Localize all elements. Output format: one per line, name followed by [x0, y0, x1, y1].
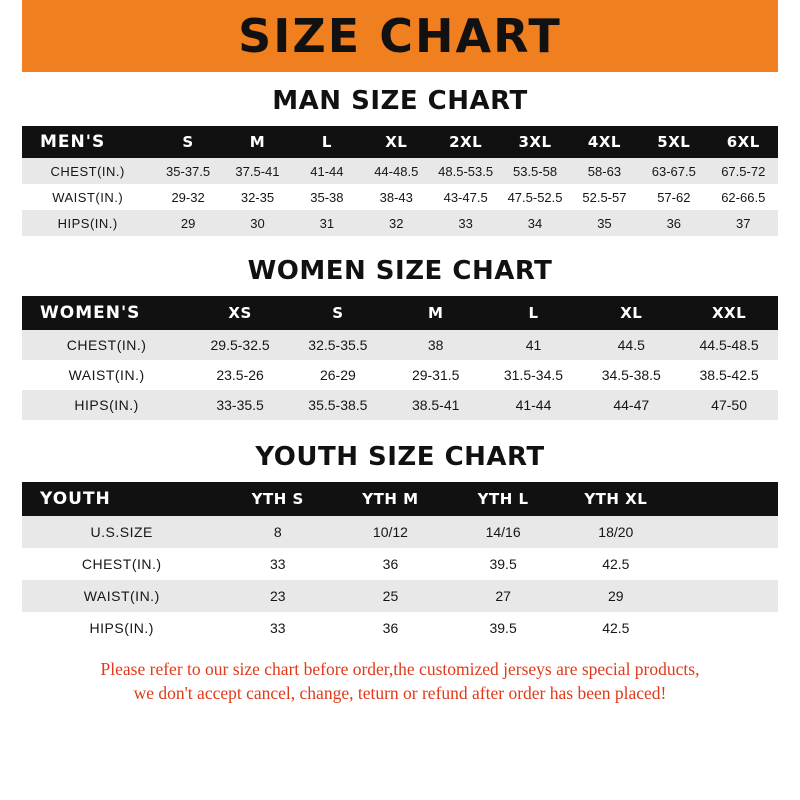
table-women-col-5: XXL — [711, 304, 747, 322]
row-label-waist: WAIST(IN.) — [68, 367, 145, 383]
cell: 41-44 — [310, 163, 344, 179]
table-row — [22, 482, 778, 516]
cell: 67.5-72 — [721, 163, 766, 179]
footer-note — [22, 658, 778, 705]
cell: 42.5 — [602, 556, 630, 572]
table-row — [22, 516, 778, 548]
table-man — [22, 126, 778, 236]
table-row — [22, 126, 778, 158]
cell-spacer — [672, 612, 778, 644]
cell-spacer — [672, 548, 778, 580]
table-youth-col-2: YTH L — [477, 490, 529, 508]
cell: 29.5-32.5 — [210, 337, 270, 353]
banner-right-edge — [778, 0, 800, 72]
cell-spacer — [672, 580, 778, 612]
cell: 27 — [495, 588, 511, 604]
cell: 37 — [736, 215, 751, 231]
table-man-col-4: 2XL — [449, 133, 483, 151]
cell: 34.5-38.5 — [601, 367, 661, 383]
table-women — [22, 296, 778, 420]
table-row — [22, 184, 778, 210]
cell: 63-67.5 — [651, 163, 696, 179]
cell: 36 — [382, 556, 399, 572]
cell: 29 — [180, 215, 196, 231]
cell: 29-31.5 — [411, 367, 460, 383]
cell: 10/12 — [372, 524, 408, 540]
cell: 36 — [666, 215, 682, 231]
row-label-hips: HIPS(IN.) — [74, 397, 139, 413]
section-women — [22, 256, 778, 420]
table-man-col-5: 3XL — [518, 133, 552, 151]
cell: 18/20 — [598, 524, 634, 540]
cell: 8 — [273, 524, 282, 540]
cell: 23.5-26 — [216, 367, 264, 383]
cell: 36 — [382, 620, 399, 636]
cell: 44-48.5 — [374, 163, 419, 179]
table-man-header-label: MEN'S — [40, 132, 106, 152]
cell: 38 — [427, 337, 444, 353]
row-label-chest: CHEST(IN.) — [66, 337, 147, 353]
row-label-hips: HIPS(IN.) — [57, 215, 118, 231]
cell: 44.5-48.5 — [699, 337, 759, 353]
table-row — [22, 296, 778, 330]
section-man — [22, 86, 778, 236]
cell: 26-29 — [319, 367, 356, 383]
table-row — [22, 612, 778, 644]
cell: 23 — [269, 588, 286, 604]
cell: 35.5-38.5 — [308, 397, 368, 413]
table-women-col-1: S — [332, 304, 344, 322]
cell: 57-62 — [657, 189, 691, 205]
table-row — [22, 210, 778, 236]
cell: 33 — [458, 215, 473, 231]
cell: 14/16 — [485, 524, 521, 540]
row-label-chest: CHEST(IN.) — [81, 556, 162, 572]
cell: 52.5-57 — [582, 189, 627, 205]
table-youth-col-0: YTH S — [251, 490, 304, 508]
cell: 38.5-42.5 — [699, 367, 759, 383]
table-women-col-4: XL — [620, 304, 643, 322]
section-title-women: WOMEN SIZE CHART — [247, 256, 553, 286]
section-title-man: MAN SIZE CHART — [272, 86, 528, 116]
cell: 29-32 — [171, 189, 205, 205]
cell: 47.5-52.5 — [507, 189, 563, 205]
table-women-body — [22, 330, 778, 420]
footer-note-line2: we don't accept cancel, change, teturn or refund after order has been placed! — [133, 682, 667, 703]
cell: 35-38 — [310, 189, 344, 205]
cell: 35-37.5 — [166, 163, 211, 179]
section-title-youth: YOUTH SIZE CHART — [255, 442, 545, 472]
cell: 41-44 — [515, 397, 552, 413]
cell: 42.5 — [602, 620, 630, 636]
table-man-col-1: M — [249, 133, 266, 151]
table-youth-header-label: YOUTH — [40, 489, 111, 509]
table-row — [22, 548, 778, 580]
table-man-head — [22, 126, 778, 158]
table-row — [22, 390, 778, 420]
section-youth — [22, 442, 778, 644]
table-man-col-7: 5XL — [657, 133, 691, 151]
table-youth-col-3: YTH XL — [584, 490, 648, 508]
table-women-col-0: XS — [228, 304, 252, 322]
table-man-body — [22, 158, 778, 236]
cell: 53.5-58 — [512, 163, 558, 179]
page-title: SIZE CHART — [238, 9, 562, 63]
cell: 32-35 — [240, 189, 275, 205]
row-label-waist: WAIST(IN.) — [83, 588, 160, 604]
cell: 41 — [525, 337, 542, 353]
table-youth-col-spacer — [672, 482, 778, 516]
table-row — [22, 330, 778, 360]
cell-spacer — [672, 516, 778, 548]
table-women-col-3: L — [528, 304, 539, 322]
table-youth — [22, 482, 778, 644]
table-man-col-2: L — [321, 133, 332, 151]
cell: 44.5 — [617, 337, 645, 353]
cell: 32 — [389, 215, 404, 231]
cell: 31 — [319, 215, 335, 231]
table-row — [22, 580, 778, 612]
cell: 44-47 — [613, 397, 650, 413]
chart-content — [0, 86, 800, 705]
row-label-ussize: U.S.SIZE — [90, 524, 153, 540]
cell: 35 — [597, 215, 612, 231]
cell: 33-35.5 — [216, 397, 264, 413]
footer-note-line1: Please refer to our size chart before order,the customized jerseys are special products, — [100, 659, 700, 679]
table-row — [22, 360, 778, 390]
cell: 38.5-41 — [411, 397, 460, 413]
cell: 33 — [269, 620, 286, 636]
row-label-waist: WAIST(IN.) — [52, 189, 124, 205]
banner-left-edge — [0, 0, 22, 72]
table-youth-col-1: YTH M — [362, 490, 419, 508]
cell: 43-47.5 — [443, 189, 488, 205]
table-man-col-6: 4XL — [587, 133, 621, 151]
cell: 33 — [269, 556, 286, 572]
cell: 32.5-35.5 — [308, 337, 368, 353]
table-man-col-0: S — [182, 133, 194, 151]
cell: 37.5-41 — [235, 163, 280, 179]
cell: 39.5 — [489, 620, 517, 636]
cell: 34 — [527, 215, 543, 231]
cell: 31.5-34.5 — [503, 367, 564, 383]
row-label-chest: CHEST(IN.) — [50, 163, 125, 179]
table-row — [22, 158, 778, 184]
cell: 38-43 — [379, 189, 413, 205]
cell: 48.5-53.5 — [438, 163, 494, 179]
cell: 30 — [250, 215, 265, 231]
table-youth-head — [22, 482, 778, 516]
table-women-col-2: M — [427, 304, 444, 322]
header-banner — [0, 0, 800, 72]
cell: 58-63 — [587, 163, 622, 179]
cell: 29 — [608, 588, 624, 604]
cell: 62-66.5 — [721, 189, 766, 205]
table-youth-body — [22, 516, 778, 644]
table-man-col-3: XL — [385, 133, 408, 151]
table-women-header-label: WOMEN'S — [40, 303, 141, 323]
cell: 47-50 — [711, 397, 747, 413]
cell: 39.5 — [489, 556, 517, 572]
table-man-col-8: 6XL — [726, 133, 760, 151]
row-label-hips: HIPS(IN.) — [89, 620, 154, 636]
cell: 25 — [382, 588, 399, 604]
table-women-head — [22, 296, 778, 330]
